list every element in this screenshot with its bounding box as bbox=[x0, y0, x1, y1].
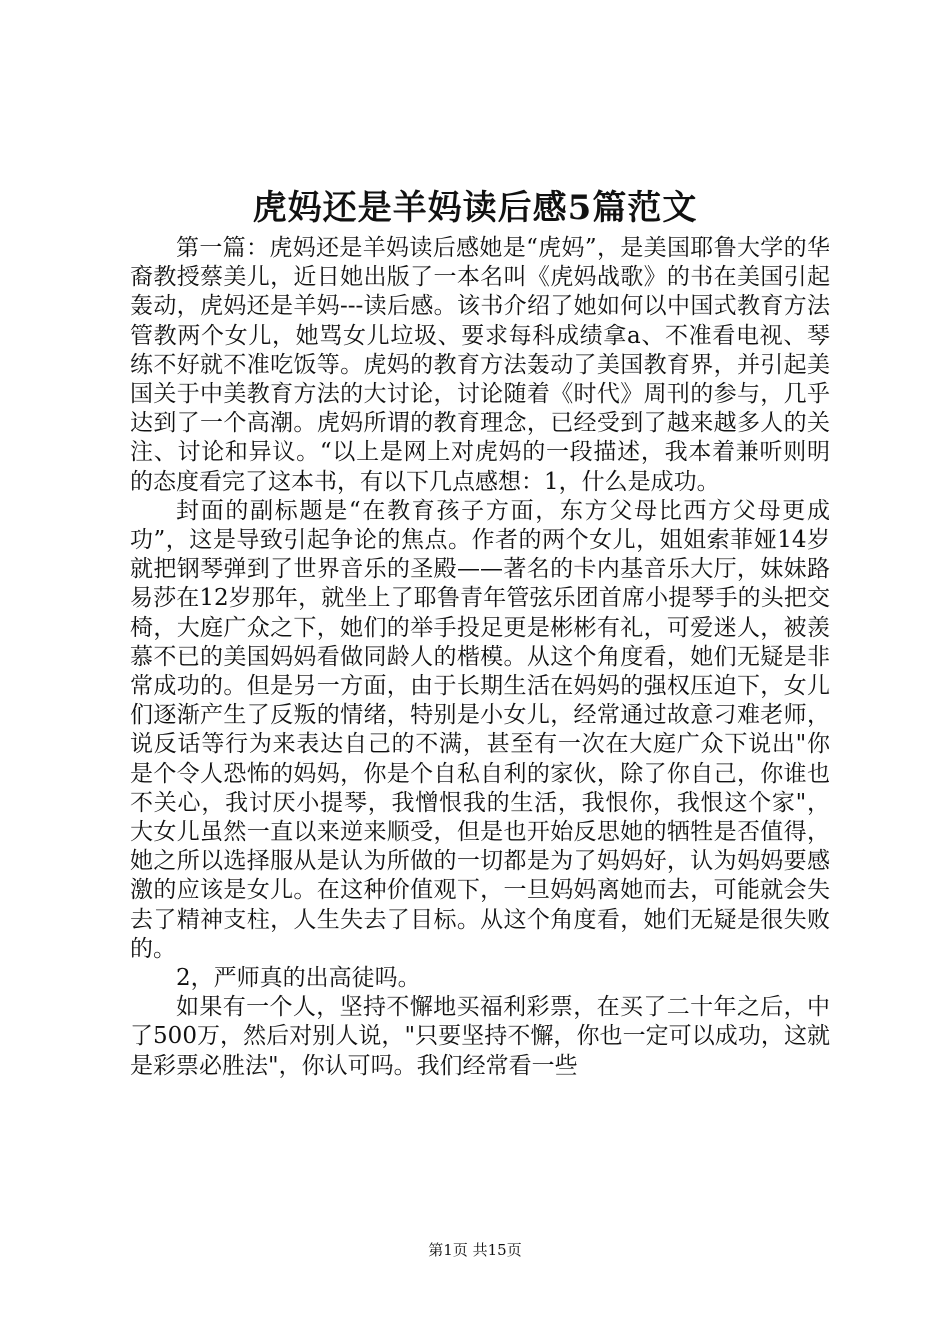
document-body bbox=[130, 234, 830, 1081]
page-number-footer: 第1页 共15页 bbox=[428, 1241, 522, 1259]
body-paragraph-1: 第一篇：虎妈还是羊妈读后感她是“虎妈”，是美国耶鲁大学的华裔教授蔡美儿，近日她出版了一本名叫《虎妈战歌》的书在美国引起轰动，虎妈还是羊妈---读后感。该书介绍了她如何以中国式教育方法管教两个女儿，她骂女儿垃圾、要求每科成绩拿a、不准看电视、琴练不好就不准吃饭等。虎妈的教育方法轰动了美国教育界，并引起美国关于中美教育方法的大讨论，讨论随着《时代》周刊的参与，几乎达到了一个高潮。虎妈所谓的教育理念，已经受到了越来越多人的关注、讨论和异议。“以上是网上对虎妈的一段描述，我本着兼听则明的态度看完了这本书，有以下几点感想：1，什么是成功。 bbox=[130, 235, 830, 495]
body-paragraph-3: 2，严师真的出高徒吗。 bbox=[176, 965, 421, 992]
document-title: 虎妈还是羊妈读后感5篇范文 bbox=[252, 188, 698, 228]
body-paragraph-4: 如果有一个人，坚持不懈地买福利彩票，在买了二十年之后，中了500万，然后对别人说，"只要坚持不懈，你也一定可以成功，这就是彩票必胜法"，你认可吗。我们经常看一些 bbox=[130, 994, 830, 1079]
body-paragraph-2: 封面的副标题是“在教育孩子方面，东方父母比西方父母更成功”，这是导致引起争论的焦点。作者的两个女儿，姐姐索菲娅14岁就把钢琴弹到了世界音乐的圣殿——著名的卡内基音乐大厅，妹妹路易莎在12岁那年，就坐上了耶鲁青年管弦乐团首席小提琴手的头把交椅，大庭广众之下，她们的举手投足更是彬彬有礼，可爱迷人，被羡慕不已的美国妈妈看做同龄人的楷模。从这个角度看，她们无疑是非常成功的。但是另一方面，由于长期生活在妈妈的强权压迫下，女儿们逐渐产生了反叛的情绪，特别是小女儿，经常通过故意刁难老师，说反话等行为来表达自己的不满，甚至有一次在大庭广众下说出"你是个令人恐怖的妈妈，你是个自私自利的家伙，除了你自己，你谁也不关心，我讨厌小提琴，我憎恨我的生活，我恨你，我恨这个家"，大女儿虽然一直以来逆来顺受，但是也开始反思她的牺牲是否值得，她之所以选择服从是认为所做的一切都是为了妈妈好，认为妈妈要感激的应该是女儿。在这种价值观下，一旦妈妈离她而去，可能就会失去了精神支柱，人生失去了目标。从这个角度看，她们无疑是很失败的。 bbox=[130, 497, 830, 962]
